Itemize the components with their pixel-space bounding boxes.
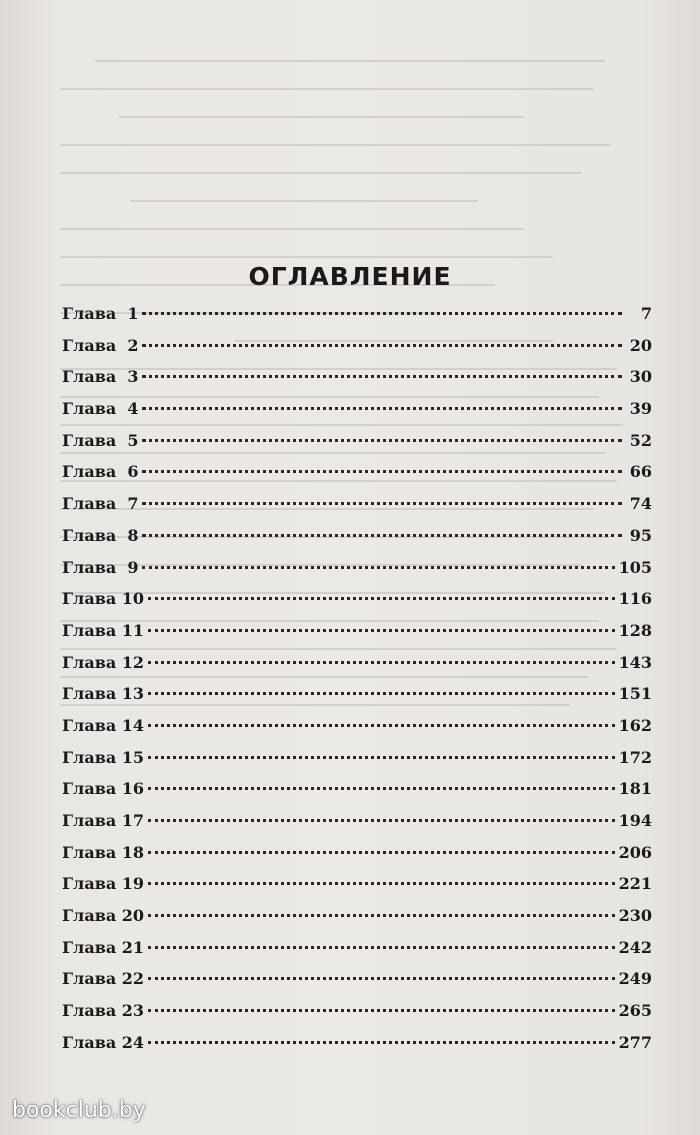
- toc-entry-label: Глава 11: [62, 620, 145, 640]
- toc-entry-page-number: 181: [618, 779, 652, 799]
- toc-entry-label: Глава 10: [62, 589, 145, 609]
- table-of-contents: [62, 304, 652, 1065]
- toc-entry-label: Глава 18: [62, 842, 145, 862]
- toc-entry-label: Глава 24: [62, 1032, 145, 1052]
- toc-entry: [62, 367, 652, 399]
- toc-entry-page-number: 105: [618, 557, 652, 577]
- toc-entry: [62, 906, 652, 938]
- toc-entry: [62, 938, 652, 970]
- toc-entry-label: Глава 23: [62, 1001, 145, 1021]
- toc-entry-page-number: 116: [618, 589, 652, 609]
- dot-leader: [148, 629, 615, 632]
- toc-entry-label: Глава 1: [62, 304, 139, 323]
- dot-leader: [148, 1009, 615, 1012]
- toc-entry-label: Глава 12: [62, 652, 145, 672]
- toc-entry-label: Глава 13: [62, 684, 145, 704]
- toc-entry: [62, 431, 652, 463]
- toc-entry-label: Глава 9: [62, 557, 139, 577]
- toc-entry-label: Глава 7: [62, 494, 139, 514]
- toc-entry-page-number: 39: [629, 399, 652, 419]
- toc-entry-page-number: 277: [618, 1032, 652, 1052]
- dot-leader: [148, 756, 615, 759]
- toc-entry-label: Глава 19: [62, 874, 145, 894]
- toc-entry-page-number: 66: [629, 462, 652, 482]
- toc-entry-label: Глава 14: [62, 715, 145, 735]
- toc-entry: [62, 399, 652, 431]
- toc-entry-label: Глава 17: [62, 811, 145, 830]
- toc-entry-label: Глава 16: [62, 779, 145, 799]
- toc-entry-label: Глава 6: [62, 462, 139, 482]
- dot-leader: [148, 819, 615, 822]
- toc-entry: [62, 589, 652, 621]
- dot-leader: [142, 502, 622, 505]
- dot-leader: [148, 946, 615, 949]
- toc-entry: [62, 494, 652, 526]
- toc-entry-page-number: 221: [618, 874, 652, 894]
- dot-leader: [142, 312, 622, 315]
- toc-entry: [62, 1033, 652, 1065]
- toc-entry: [62, 304, 652, 336]
- dot-leader: [142, 534, 622, 537]
- toc-heading: ОГЛАВЛЕНИЕ: [248, 262, 452, 291]
- toc-entry: [62, 558, 652, 590]
- toc-entry-page-number: 242: [618, 937, 652, 957]
- toc-entry-page-number: 7: [640, 304, 652, 323]
- dot-leader: [148, 724, 615, 727]
- toc-entry-page-number: 143: [618, 652, 652, 672]
- toc-entry-label: Глава 22: [62, 969, 145, 989]
- dot-leader: [148, 977, 615, 980]
- toc-entry: [62, 874, 652, 906]
- toc-entry: [62, 526, 652, 558]
- dot-leader: [148, 787, 615, 790]
- toc-entry: [62, 336, 652, 368]
- toc-entry-label: Глава 21: [62, 937, 145, 957]
- toc-entry-label: Глава 15: [62, 747, 145, 767]
- toc-entry-label: Глава 2: [62, 335, 139, 355]
- toc-entry-page-number: 95: [629, 525, 652, 545]
- toc-entry: [62, 621, 652, 653]
- toc-entry-page-number: 20: [629, 335, 652, 355]
- toc-entry-label: Глава 20: [62, 906, 145, 926]
- dot-leader: [148, 914, 615, 917]
- dot-leader: [142, 439, 622, 442]
- toc-entry-page-number: 230: [618, 906, 652, 926]
- toc-entry-label: Глава 5: [62, 430, 139, 450]
- toc-entry-page-number: 151: [618, 684, 652, 704]
- dot-leader: [148, 1041, 615, 1044]
- toc-entry-page-number: 265: [618, 1001, 652, 1021]
- toc-entry: [62, 716, 652, 748]
- dot-leader: [148, 692, 615, 695]
- toc-entry-page-number: 172: [618, 747, 652, 767]
- dot-leader: [148, 661, 615, 664]
- toc-entry-page-number: 52: [629, 430, 652, 450]
- dot-leader: [142, 344, 622, 347]
- toc-entry-page-number: 30: [629, 367, 652, 387]
- toc-entry-page-number: 206: [618, 842, 652, 862]
- dot-leader: [142, 470, 622, 473]
- toc-entry-label: Глава 8: [62, 525, 139, 545]
- toc-entry: [62, 779, 652, 811]
- dot-leader: [142, 375, 622, 378]
- toc-entry-label: Глава 4: [62, 399, 139, 419]
- toc-entry: [62, 684, 652, 716]
- toc-entry-label: Глава 3: [62, 367, 139, 387]
- toc-entry: [62, 843, 652, 875]
- toc-entry-page-number: 194: [618, 811, 652, 830]
- site-watermark: bookclub.by: [12, 1098, 146, 1123]
- toc-entry-page-number: 249: [618, 969, 652, 989]
- toc-entry: [62, 969, 652, 1001]
- toc-entry-page-number: 74: [629, 494, 652, 514]
- toc-entry-page-number: 162: [618, 715, 652, 735]
- toc-entry-page-number: 128: [618, 620, 652, 640]
- dot-leader: [148, 597, 615, 600]
- toc-entry: [62, 462, 652, 494]
- toc-entry: [62, 748, 652, 780]
- dot-leader: [148, 851, 615, 854]
- dot-leader: [142, 407, 622, 410]
- toc-entry: [62, 1001, 652, 1033]
- dot-leader: [142, 566, 614, 569]
- toc-entry: [62, 811, 652, 843]
- dot-leader: [148, 882, 615, 885]
- toc-entry: [62, 653, 652, 685]
